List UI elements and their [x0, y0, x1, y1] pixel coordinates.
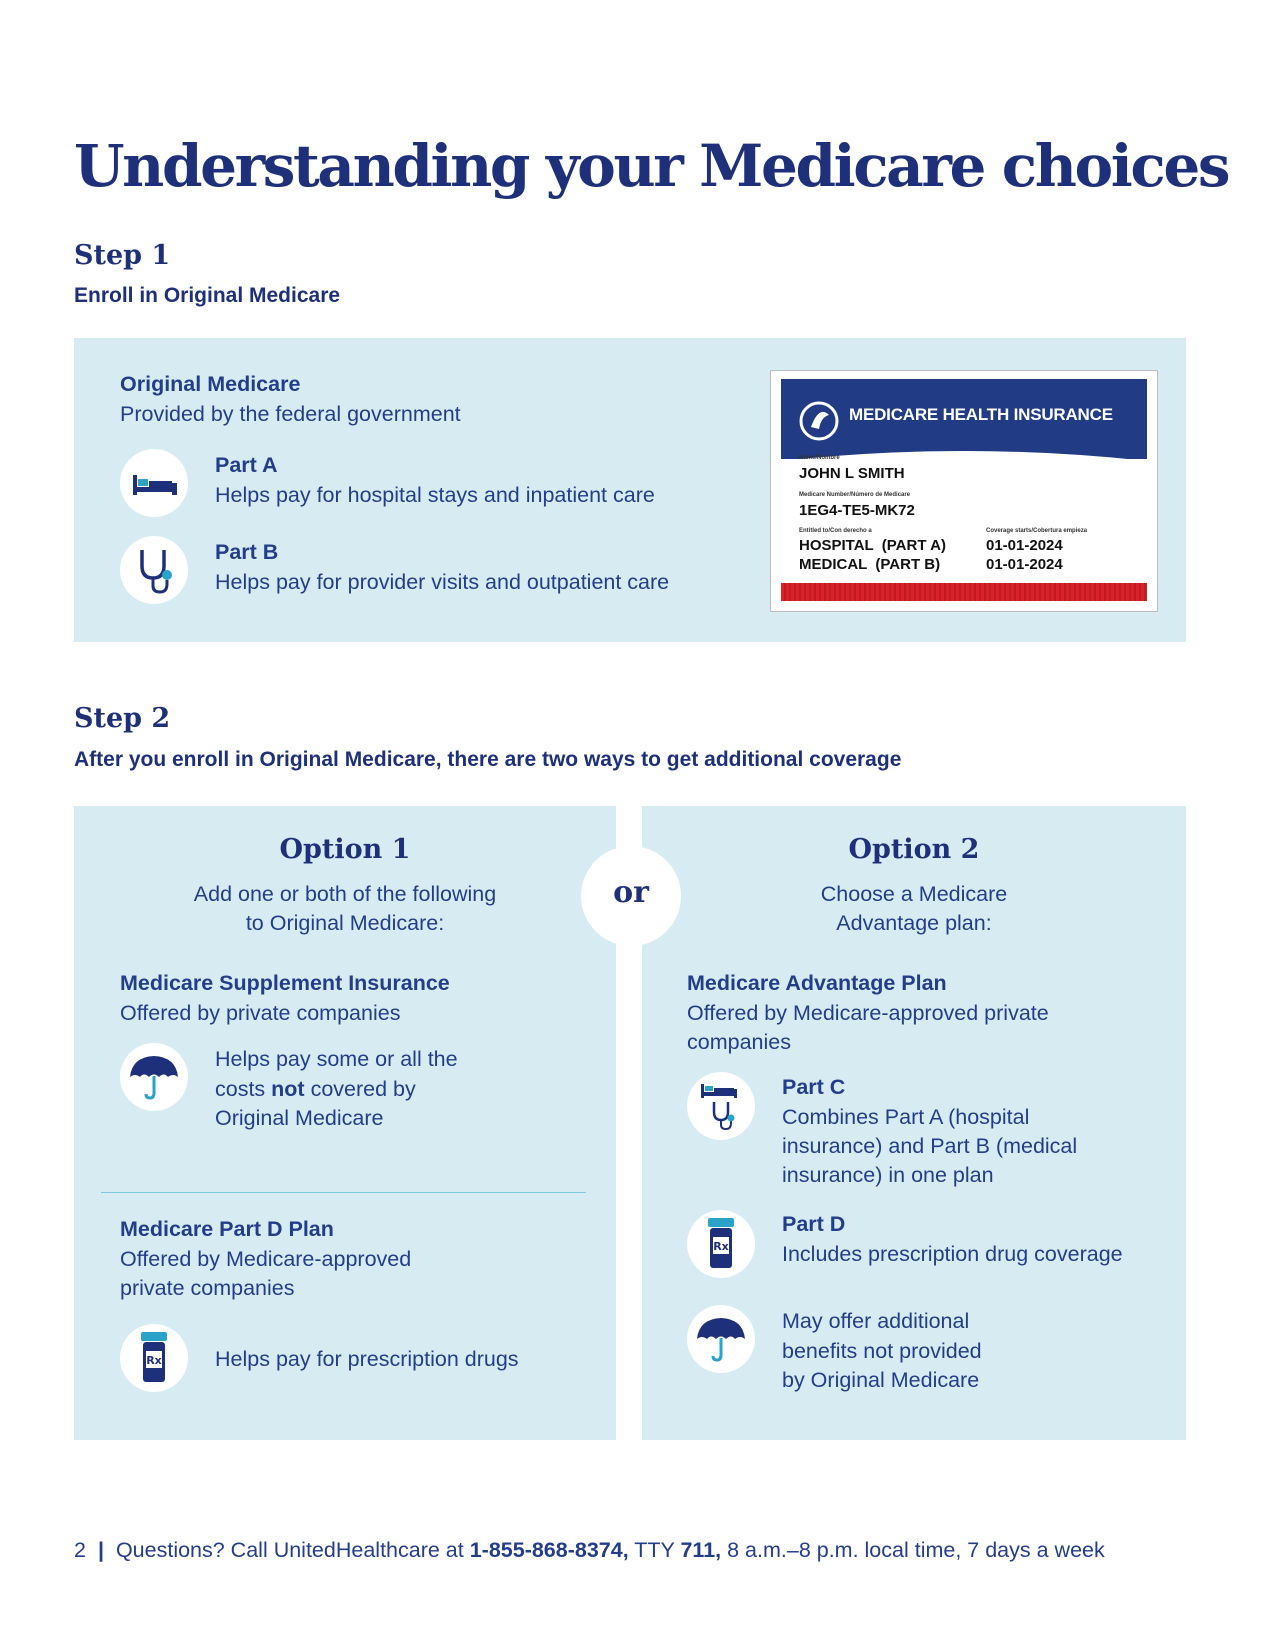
option1-divider	[101, 1192, 586, 1193]
footer	[74, 1538, 1105, 1563]
page-title: Understanding your Medicare choices	[74, 132, 1229, 200]
card-coverage-label: Coverage starts/Cobertura empieza	[986, 528, 1088, 534]
extra-benefits-line3: by Original Medicare	[782, 1368, 980, 1392]
part-c-desc-line1: Combines Part A (hospital	[782, 1105, 1030, 1129]
prescription-bottle-icon	[120, 1324, 188, 1392]
medicare-card-image	[770, 370, 1158, 612]
extra-benefits-line2: benefits not provided	[782, 1339, 982, 1363]
supplement-desc-line1: Helps pay some or all the	[215, 1047, 458, 1071]
part-d-desc: Includes prescription drug coverage	[782, 1242, 1123, 1266]
card-title: MEDICARE HEALTH INSURANCE	[849, 405, 1113, 424]
umbrella-icon	[120, 1043, 188, 1111]
option1-title: Option 1	[279, 834, 411, 865]
footer-separator: |	[97, 1538, 104, 1562]
or-separator	[581, 846, 681, 946]
advantage-plan-title: Medicare Advantage Plan	[687, 971, 947, 995]
hospital-bed-icon	[120, 449, 188, 517]
footer-phone[interactable]: 1-855-868-8374,	[469, 1538, 629, 1562]
bed-stethoscope-icon	[687, 1072, 755, 1140]
part-d-plan-desc: Helps pay for prescription drugs	[215, 1347, 519, 1371]
stethoscope-icon	[120, 536, 188, 604]
original-medicare-provider: Provided by the federal government	[120, 402, 461, 426]
or-label: or	[613, 875, 649, 910]
step1-subheading: Enroll in Original Medicare	[74, 284, 341, 307]
part-c-desc-line2: insurance) and Part B (medical	[782, 1134, 1078, 1158]
footer-tty[interactable]: 711,	[680, 1538, 722, 1562]
card-medical: MEDICAL (PART B)	[799, 556, 941, 573]
option2-intro-line2: Advantage plan:	[836, 911, 992, 935]
prescription-bottle-icon	[687, 1210, 755, 1278]
part-d-plan-title: Medicare Part D Plan	[120, 1217, 334, 1241]
card-hospital-date: 01-01-2024	[986, 537, 1063, 554]
part-c-label: Part C	[782, 1075, 846, 1099]
card-red-stripe	[781, 583, 1147, 601]
umbrella-icon	[687, 1305, 755, 1373]
step2-heading: Step 2	[74, 703, 171, 734]
original-medicare-title: Original Medicare	[120, 372, 301, 396]
option2-title: Option 2	[848, 834, 980, 865]
hhs-eagle-logo	[797, 399, 841, 443]
supplement-provider: Offered by private companies	[120, 1001, 401, 1025]
card-entitled-label: Entitled to/Con derecho a	[799, 528, 872, 534]
card-number: 1EG4-TE5-MK72	[799, 502, 915, 519]
step1-heading: Step 1	[74, 240, 171, 271]
step2-subheading: After you enroll in Original Medicare, there are two ways to get additional coverage	[74, 748, 902, 771]
option1-intro-line2: to Original Medicare:	[245, 911, 445, 935]
part-c-desc-line3: insurance) in one plan	[782, 1163, 994, 1187]
footer-text1: Questions? Call UnitedHealthcare at	[115, 1538, 470, 1562]
extra-benefits-line1: May offer additional	[782, 1309, 970, 1333]
card-hospital: HOSPITAL (PART A)	[799, 537, 946, 554]
option1-intro-line1: Add one or both of the following	[193, 882, 497, 906]
card-name: JOHN L SMITH	[799, 465, 905, 482]
footer-text3: 8 a.m.–8 p.m. local time, 7 days a week	[721, 1538, 1105, 1562]
part-b-label: Part B	[215, 540, 279, 564]
card-name-label: Name/Nombre	[799, 455, 840, 461]
supplement-title: Medicare Supplement Insurance	[120, 971, 450, 995]
supplement-desc-line3: Original Medicare	[215, 1106, 384, 1130]
option1-panel	[74, 806, 616, 1440]
card-header	[781, 379, 1147, 459]
advantage-provider-line1: Offered by Medicare-approved private	[687, 1001, 1049, 1025]
part-d-plan-provider-line2: private companies	[120, 1276, 295, 1300]
card-number-label: Medicare Number/Número de Medicare	[799, 492, 911, 498]
option2-panel	[642, 806, 1186, 1440]
footer-text2: TTY	[628, 1538, 681, 1562]
supplement-desc-line2: costs not covered by	[215, 1077, 416, 1101]
part-b-desc: Helps pay for provider visits and outpatient care	[215, 570, 670, 594]
svg-text:Rx: Rx	[713, 1240, 729, 1253]
option2-intro-line1: Choose a Medicare	[820, 882, 1008, 906]
part-d-plan-provider-line1: Offered by Medicare-approved	[120, 1247, 412, 1271]
part-a-label: Part A	[215, 453, 278, 477]
svg-text:Rx: Rx	[146, 1354, 162, 1367]
part-d-label: Part D	[782, 1212, 846, 1236]
part-a-desc: Helps pay for hospital stays and inpatient care	[215, 483, 655, 507]
advantage-provider-line2: companies	[687, 1030, 791, 1054]
card-medical-date: 01-01-2024	[986, 556, 1063, 573]
page-number: 2	[74, 1538, 86, 1562]
